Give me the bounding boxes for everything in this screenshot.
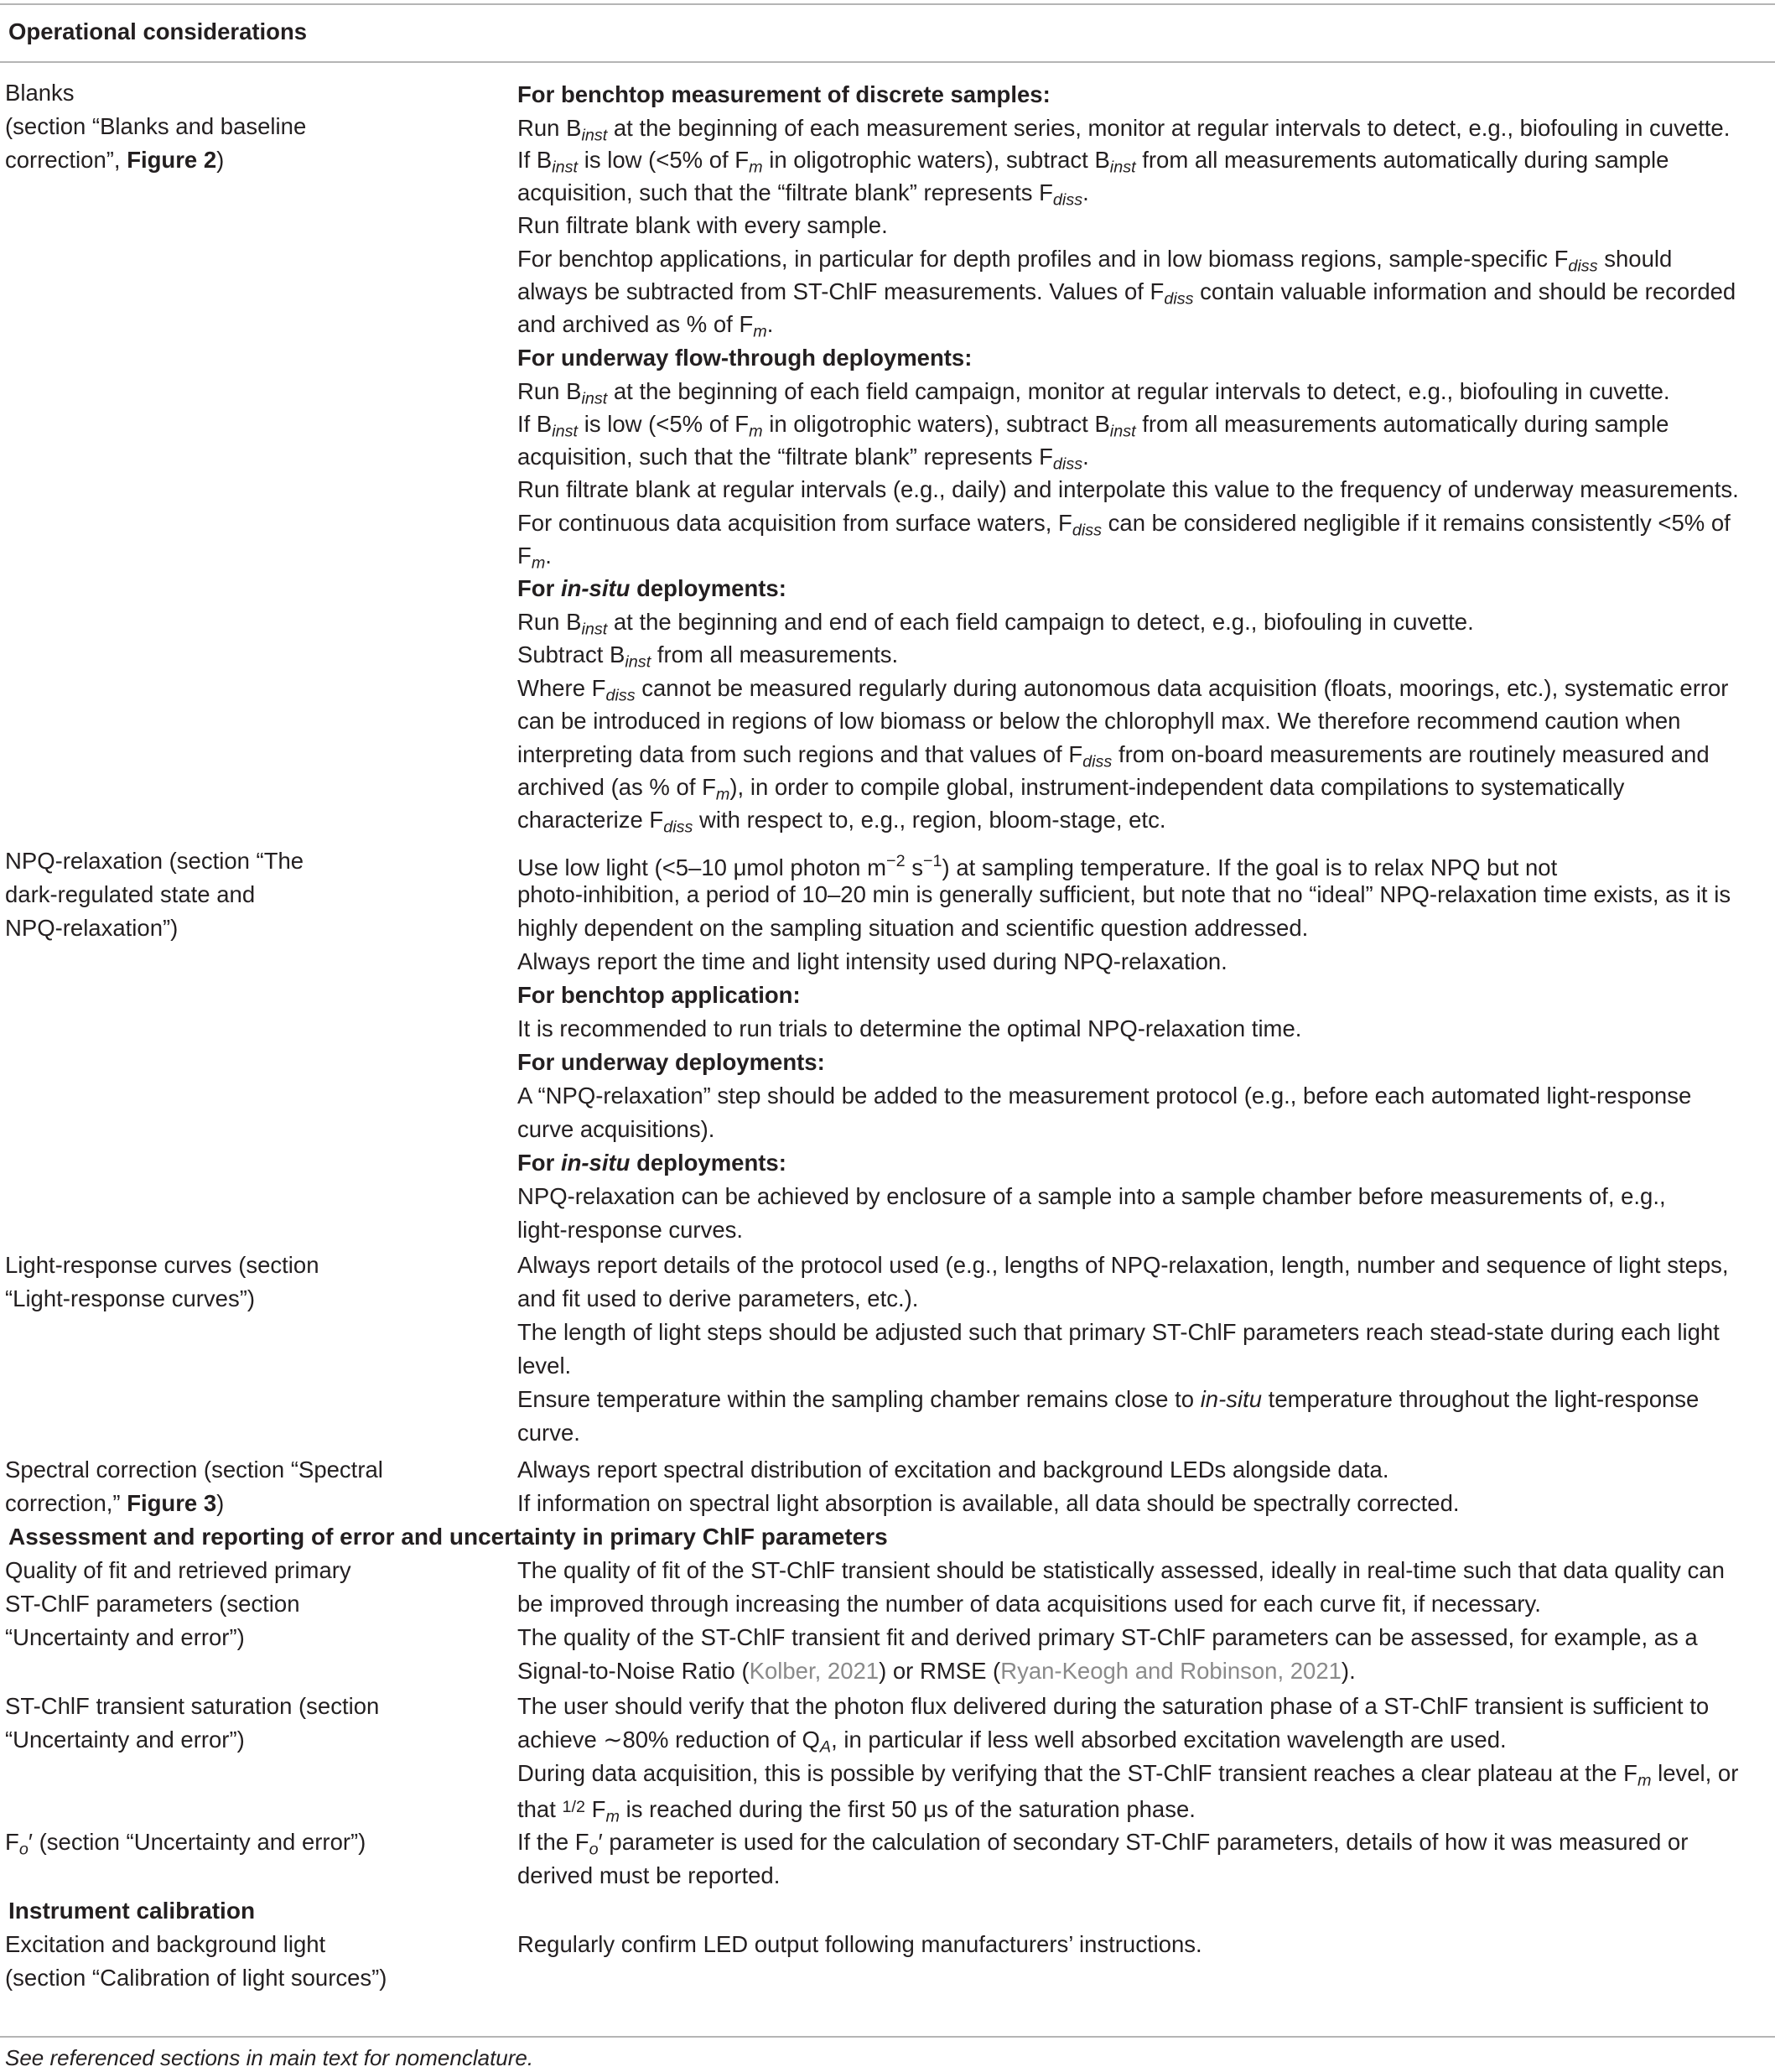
- light-response-text: Always report details of the protocol used (e.g., lengths of NPQ-relaxation, length, number and sequence of light steps,: [517, 1252, 1729, 1278]
- fo-label: $F_o'$ (section “Uncertainty and error”): [5, 1829, 366, 1859]
- light-response-text: level.: [517, 1353, 572, 1379]
- section-assessment-heading: Assessment and reporting of error and uncertainty in primary ChlF parameters: [8, 1524, 888, 1550]
- blanks-text: For continuous data acquisition from surface waters, $F_{diss}$ can be considered negligible if it remains consistently <5% of: [517, 510, 1731, 540]
- light-response-label: Light-response curves (section: [5, 1252, 319, 1278]
- fit-quality-text: The quality of the ST-ChlF transient fit and derived primary ST-ChlF parameters can be assessed, for example, as a: [517, 1624, 1698, 1650]
- saturation-text: that $^{1/2}$ $F_m$ is reached during the first 50 μs of the saturation phase.: [517, 1795, 1196, 1826]
- table-top-rule: [0, 3, 1775, 5]
- blanks-text: Run $B_{inst}$ at the beginning of each measurement series, monitor at regular intervals to detect, e.g., biofouling in cuvette.: [517, 115, 1731, 145]
- saturation-text: During data acquisition, this is possible by verifying that the ST-ChlF transient reaches a clear plateau at the $F_m$ level, or: [517, 1760, 1739, 1790]
- npq-text: curve acquisitions).: [517, 1116, 715, 1142]
- insitu-heading: For in-situ deployments:: [517, 575, 786, 601]
- blanks-text: archived (as % of $F_m$), in order to compile global, instrument-independent data compilations to systematically: [517, 774, 1625, 804]
- blanks-text: Run $B_{inst}$ at the beginning of each field campaign, monitor at regular intervals to detect, e.g., biofouling in cuvette.: [517, 378, 1670, 408]
- npq-text: It is recommended to run trials to determine the optimal NPQ-relaxation time.: [517, 1015, 1302, 1041]
- blanks-text: Run $B_{inst}$ at the beginning and end of each field campaign to detect, e.g., biofouling in cuvette.: [517, 609, 1474, 639]
- saturation-text: achieve ∼80% reduction of $Q_A$, in particular if less well absorbed excitation wavelength are used.: [517, 1727, 1507, 1757]
- table-header-rule: [0, 61, 1775, 63]
- underway-heading: For underway flow-through deployments:: [517, 345, 973, 371]
- blanks-text: interpreting data from such regions and that values of $F_{diss}$ from on-board measurements are routinely measured and: [517, 741, 1710, 771]
- light-response-text: The length of light steps should be adjusted such that primary ST-ChlF parameters reach stead-state during each light: [517, 1319, 1720, 1345]
- table-footnote: See referenced sections in main text for nomenclature.: [5, 2045, 534, 2070]
- figure-3-ref: Figure 3: [127, 1490, 217, 1516]
- npq-benchtop-heading: For benchtop application:: [517, 982, 801, 1008]
- light-response-text: and fit used to derive parameters, etc.).: [517, 1285, 919, 1311]
- fit-quality-label: “Uncertainty and error”): [5, 1624, 245, 1650]
- npq-underway-heading: For underway deployments:: [517, 1049, 825, 1075]
- saturation-text: The user should verify that the photon flux delivered during the saturation phase of a ST-ChlF transient is sufficient to: [517, 1693, 1710, 1719]
- npq-text: photo-inhibition, a period of 10–20 min is generally sufficient, but note that no “ideal” NPQ-relaxation time exists, as it is: [517, 881, 1731, 907]
- saturation-label: ST-ChlF transient saturation (section: [5, 1693, 380, 1719]
- blanks-text: $F_m$.: [517, 543, 552, 573]
- npq-text: NPQ-relaxation can be achieved by enclosure of a sample into a sample chamber before measurements of, e.g.,: [517, 1183, 1666, 1209]
- blanks-text: acquisition, such that the “filtrate blank” represents $F_{diss}$.: [517, 444, 1089, 474]
- spectral-label: Spectral correction (section “Spectral: [5, 1457, 383, 1483]
- table-bottom-rule: [0, 2036, 1775, 2038]
- npq-insitu-heading: For in-situ deployments:: [517, 1150, 786, 1176]
- section-operational-heading: Operational considerations: [8, 18, 308, 44]
- blanks-text: Run filtrate blank with every sample.: [517, 212, 888, 238]
- saturation-label: “Uncertainty and error”): [5, 1727, 245, 1753]
- fo-text: If the $F_o'$ parameter is used for the calculation of secondary ST-ChlF parameters, details of how it was measured or: [517, 1829, 1689, 1859]
- calibration-label: Excitation and background light: [5, 1931, 326, 1957]
- blanks-text: If $B_{inst}$ is low (<5% of $F_m$ in oligotrophic waters), subtract $B_{inst}$ from all measurements automatically during sample: [517, 411, 1669, 441]
- fit-quality-text: Signal-to-Noise Ratio (Kolber, 2021) or RMSE (Ryan-Keogh and Robinson, 2021).: [517, 1658, 1356, 1684]
- light-response-label: “Light-response curves”): [5, 1285, 256, 1311]
- fit-quality-label: ST-ChlF parameters (section: [5, 1591, 300, 1617]
- blanks-text: Subtract $B_{inst}$ from all measurements.: [517, 641, 899, 672]
- npq-text: A “NPQ-relaxation” step should be added to the measurement protocol (e.g., before each automated light-response: [517, 1083, 1692, 1109]
- figure-2-ref: Figure 2: [127, 147, 217, 173]
- blanks-label: correction”, Figure 2): [5, 147, 225, 173]
- citation-link[interactable]: Kolber, 2021: [749, 1658, 880, 1684]
- npq-label: dark-regulated state and: [5, 881, 256, 907]
- blanks-text: can be introduced in regions of low biomass or below the chlorophyll max. We therefore recommend caution when: [517, 708, 1681, 734]
- blanks-text: always be subtracted from ST-ChlF measurements. Values of $F_{diss}$ contain valuable information and should be recorded: [517, 278, 1736, 309]
- fit-quality-text: be improved through increasing the number of data acquisitions used for each curve fit, if necessary.: [517, 1591, 1541, 1617]
- npq-text: Use low light (<5–10 μmol photon $m^{-2}$ $s^{-1}$) at sampling temperature. If the goal is to relax NPQ but not: [517, 852, 1558, 880]
- spectral-text: Always report spectral distribution of excitation and background LEDs alongside data.: [517, 1457, 1389, 1483]
- blanks-text: If $B_{inst}$ is low (<5% of $F_m$ in oligotrophic waters), subtract $B_{inst}$ from all measurements automatically during sample: [517, 147, 1669, 177]
- npq-label: NPQ-relaxation”): [5, 915, 179, 941]
- spectral-label: correction,” Figure 3): [5, 1490, 225, 1516]
- npq-label: NPQ-relaxation (section “The: [5, 848, 304, 874]
- blanks-text: characterize $F_{diss}$ with respect to, e.g., region, bloom-stage, etc.: [517, 807, 1166, 837]
- fo-text: derived must be reported.: [517, 1862, 781, 1888]
- section-calibration-heading: Instrument calibration: [8, 1898, 256, 1924]
- blanks-text: Where $F_{diss}$ cannot be measured regularly during autonomous data acquisition (floats, moorings, etc.), systematic error: [517, 675, 1729, 705]
- blanks-text: and archived as % of $F_m$.: [517, 311, 774, 341]
- blanks-text: For benchtop applications, in particular for depth profiles and in low biomass regions, sample-specific $F_{diss}$ should: [517, 246, 1673, 276]
- npq-text: light-response curves.: [517, 1217, 744, 1243]
- spectral-text: If information on spectral light absorption is available, all data should be spectrally corrected.: [517, 1490, 1460, 1516]
- blanks-text: Run filtrate blank at regular intervals (e.g., daily) and interpolate this value to the frequency of underway measurements.: [517, 476, 1739, 502]
- calibration-label: (section “Calibration of light sources”): [5, 1965, 387, 1991]
- fit-quality-text: The quality of fit of the ST-ChlF transient should be statistically assessed, ideally in real-time such that data quality can: [517, 1557, 1725, 1583]
- npq-text: highly dependent on the sampling situation and scientific question addressed.: [517, 915, 1309, 941]
- benchtop-heading: For benchtop measurement of discrete samples:: [517, 81, 1051, 107]
- light-response-text: Ensure temperature within the sampling chamber remains close to in-situ temperature throughout the light-response: [517, 1386, 1700, 1412]
- light-response-text: curve.: [517, 1420, 580, 1446]
- npq-text: Always report the time and light intensity used during NPQ-relaxation.: [517, 948, 1227, 974]
- calibration-text: Regularly confirm LED output following manufacturers’ instructions.: [517, 1931, 1202, 1957]
- fit-quality-label: Quality of fit and retrieved primary: [5, 1557, 351, 1583]
- blanks-text: acquisition, such that the “filtrate blank” represents $F_{diss}$.: [517, 179, 1089, 210]
- citation-link[interactable]: Ryan-Keogh and Robinson, 2021: [1000, 1658, 1342, 1684]
- blanks-label: (section “Blanks and baseline: [5, 113, 307, 139]
- blanks-label: Blanks: [5, 80, 75, 106]
